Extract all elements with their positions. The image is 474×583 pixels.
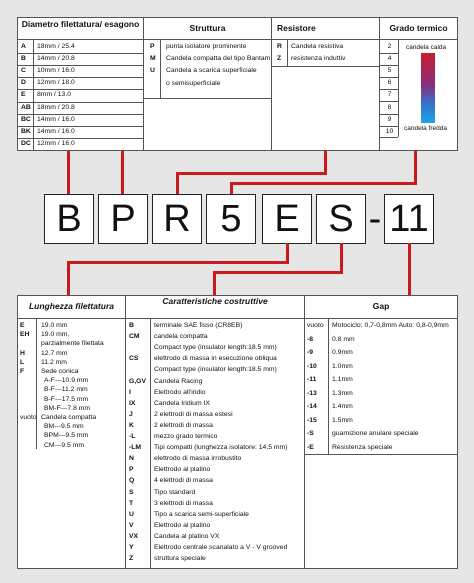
row-value: 1.5mm [332,416,353,424]
row-value: 0.8 mm [332,335,355,343]
row-value: Elettrodo centrale scanalato a V - V grooved [154,544,288,551]
row-value: Resistenza speciale [332,443,393,451]
row-value: Elettrodo al platino [154,521,211,529]
connector-line [408,243,411,295]
row-value: 14mm / 16.0 [37,127,75,135]
row-value: 14mm / 20.8 [37,55,75,63]
row-code: L [20,358,25,366]
row-divider [18,65,143,66]
row-value: 4 elettrodi di massa [154,477,213,485]
row-value: 8mm / 13.0 [37,91,71,99]
row-divider [380,126,398,127]
row-value: guarnizione anulare speciale [332,430,419,437]
row-code: K [129,421,134,429]
row-value: 18mm / 20.8 [37,103,75,111]
divider [160,40,161,98]
row-code: C [21,67,26,75]
row-value: 19.0 mm, [41,331,70,339]
heat-range-value: 7 [387,91,392,99]
hot-plug-label: candela calda [406,44,447,51]
row-divider [380,77,398,78]
row-code: EH [20,331,30,339]
connector-line [213,271,343,274]
row-value: 2 elettrodi di massa [154,421,213,429]
gap-header: Gap [305,296,457,319]
row-value: struttura speciale [154,555,206,563]
row-divider [380,65,398,66]
row-code: CS [129,355,139,363]
row-code: B [129,322,134,329]
row-value: Tipo a scarica semi-superficiale [154,510,249,518]
divider [398,40,399,137]
row-code: F [20,368,25,375]
row-value: 14mm / 16.0 [37,115,75,123]
row-code: DC [21,139,31,147]
row-value: 1.1mm [332,376,353,383]
row-divider [18,77,143,78]
row-code: E [20,322,25,329]
thread-length-header: Lunghezza filettatura [18,296,125,319]
row-code: -15 [307,416,317,424]
cold-plug-label: candela fredda [404,125,448,132]
row-divider [18,138,143,139]
row-value: Candela a scarica superficiale [166,67,257,75]
code-separator: - [368,198,382,240]
row-code: CM [129,333,140,341]
divider [125,296,126,568]
row-value: B-F---17.5 mm [44,395,89,403]
row-value: Candela compatta del tipo Bantam [166,55,271,63]
divider [144,98,271,99]
row-code: N [129,455,134,463]
row-value: 1.0mm [332,362,353,370]
row-code: A [21,43,26,50]
divider [272,66,379,67]
row-code: G,GV [129,377,146,385]
row-value: BM-F---7.8 mm [44,404,91,412]
row-value: BPM---9.5 mm [44,432,89,440]
row-code: -L [129,433,136,440]
row-value: 0.9mm [332,349,353,356]
row-value: 12mm / 18.0 [37,79,75,87]
row-value: resistenza induttiv [291,55,346,63]
row-code: P [129,466,134,474]
row-value: terminale SAE fisso (CR8EB) [154,322,243,329]
row-value: Motociclo: 0,7-0,8mm Auto: 0,8-0,9mm [332,322,449,329]
connector-line [67,261,289,264]
row-value: BM---9.5 mm [44,423,84,431]
connector-line [230,182,417,185]
connector-line [121,151,124,195]
row-code: -11 [307,376,317,383]
connector-line [414,151,417,185]
row-value: candela compatta [154,333,208,341]
row-code: R [277,43,282,50]
row-code: -LM [129,444,142,452]
row-code: -14 [307,403,317,410]
row-code: Q [129,477,135,485]
row-value: 10mm / 16.0 [37,67,75,75]
row-value: Elettrodo all'iridio [154,388,206,396]
row-code: P [150,43,155,50]
divider [304,296,305,568]
row-code: I [129,388,131,396]
row-value: elettrodo di massa irrobustito [154,455,242,463]
row-divider [380,89,398,90]
row-value: 12mm / 16.0 [37,139,75,147]
row-code: T [129,499,134,507]
heat-range-value: 6 [387,79,392,87]
features-header: Caratteristiche costruttive [126,296,304,319]
heat-range-value: 9 [387,115,392,123]
row-code: -10 [307,362,317,370]
row-code: -9 [307,349,314,356]
row-code: Z [129,555,134,563]
divider [328,319,329,454]
heat-range-value: 2 [387,43,392,50]
row-value: 11.2 mm [41,358,67,366]
divider [36,319,37,449]
row-value: Compact type (insulator length:18.5 mm) [154,344,277,352]
row-value: Tipi compatti (lunghezza isolatore: 14,5 mm) [154,444,288,452]
row-code: V [129,521,134,529]
divider [305,454,457,455]
connector-line [176,172,179,195]
row-value: A-F---10.9 mm [44,377,89,385]
row-divider [380,101,398,102]
row-value: 12.7 mm [41,349,68,357]
row-value: mezzo grado termico [154,433,218,440]
resistor-header: Resistore [272,18,379,40]
row-value: 18mm / 25.4 [37,43,75,50]
connector-line [324,151,327,175]
code-letter-box: B [44,194,94,244]
row-code: BK [21,127,31,135]
row-divider [18,102,143,103]
row-code: AB [21,103,31,111]
row-divider [380,53,398,54]
row-value: Candela al platino VX [154,532,220,540]
heat-range-value: 5 [387,67,392,75]
row-value: punta isolatore prominente [166,43,247,50]
row-code: E [21,91,26,99]
row-divider [18,53,143,54]
heat-range-value: 4 [387,55,392,63]
connector-line [67,151,70,195]
row-divider [18,89,143,90]
row-value: 1.4mm [332,403,353,410]
row-value: 3 elettrodi di massa [154,499,213,507]
connector-line [340,243,343,273]
row-divider [18,126,143,127]
row-code: S [129,488,134,496]
row-code: -8 [307,335,314,343]
row-code: J [129,410,133,418]
heat-range-value: 8 [387,103,392,111]
row-code: Z [277,55,282,63]
connector-line [176,172,327,175]
row-code: -13 [307,389,317,397]
code-letter-box: 11 [384,194,434,244]
row-value: Sede conica [41,368,79,375]
heat-range-header: Grado termico [380,18,457,40]
connector-line [67,261,70,295]
row-code: vuoto [307,322,324,329]
code-letter-box: S [316,194,366,244]
code-letter-box: R [152,194,202,244]
row-value: 2 elettrodi di massa estesi [154,410,233,418]
row-value: parzialmente filettata [41,340,104,348]
row-code: U [129,510,134,518]
connector-line [286,243,289,263]
structure-header: Struttura [144,18,271,40]
divider [150,319,151,568]
row-value: Candela Racing [154,377,203,385]
row-value: Candela resistiva [291,43,344,50]
row-value: Candela Iridium IX [154,399,210,407]
row-code: H [20,349,25,357]
code-letter-box: P [98,194,148,244]
row-value: o semisuperficiale [166,79,221,87]
row-code: VX [129,532,139,540]
divider [287,40,288,66]
divider [33,40,34,150]
row-code: M [150,55,156,63]
code-letter-box: E [262,194,312,244]
row-value: Elettrodo al platino [154,466,211,474]
connector-line [213,271,216,295]
heat-range-value: 10 [385,127,394,135]
row-divider [18,114,143,115]
row-code: Y [129,544,134,551]
row-value: CM---9.5 mm [44,441,85,449]
row-code: vuoto [20,414,37,421]
code-letter-box: 5 [206,194,256,244]
row-value: elettrodo di massa in esecuzione obliqua [154,355,277,363]
row-code: U [150,67,155,75]
heat-gradient-bar [421,53,435,123]
row-value: Tipo standard [154,488,196,496]
row-value: Candela compatta [41,414,97,421]
row-divider [380,114,398,115]
row-code: BC [21,115,31,123]
row-code: B [21,55,26,63]
row-code: D [21,79,26,87]
row-value: 1.3mm [332,389,353,397]
thread-diameter-header: Diametro filettatura/ esagono [18,18,143,40]
row-value: B-F---11.2 mm [44,386,88,394]
row-code: -S [307,430,314,437]
divider [380,137,398,138]
row-code: IX [129,399,136,407]
row-value: 19.0 mm [41,322,68,329]
row-value: Compact type (insulator length:18.5 mm) [154,366,277,374]
row-code: -E [307,443,314,451]
